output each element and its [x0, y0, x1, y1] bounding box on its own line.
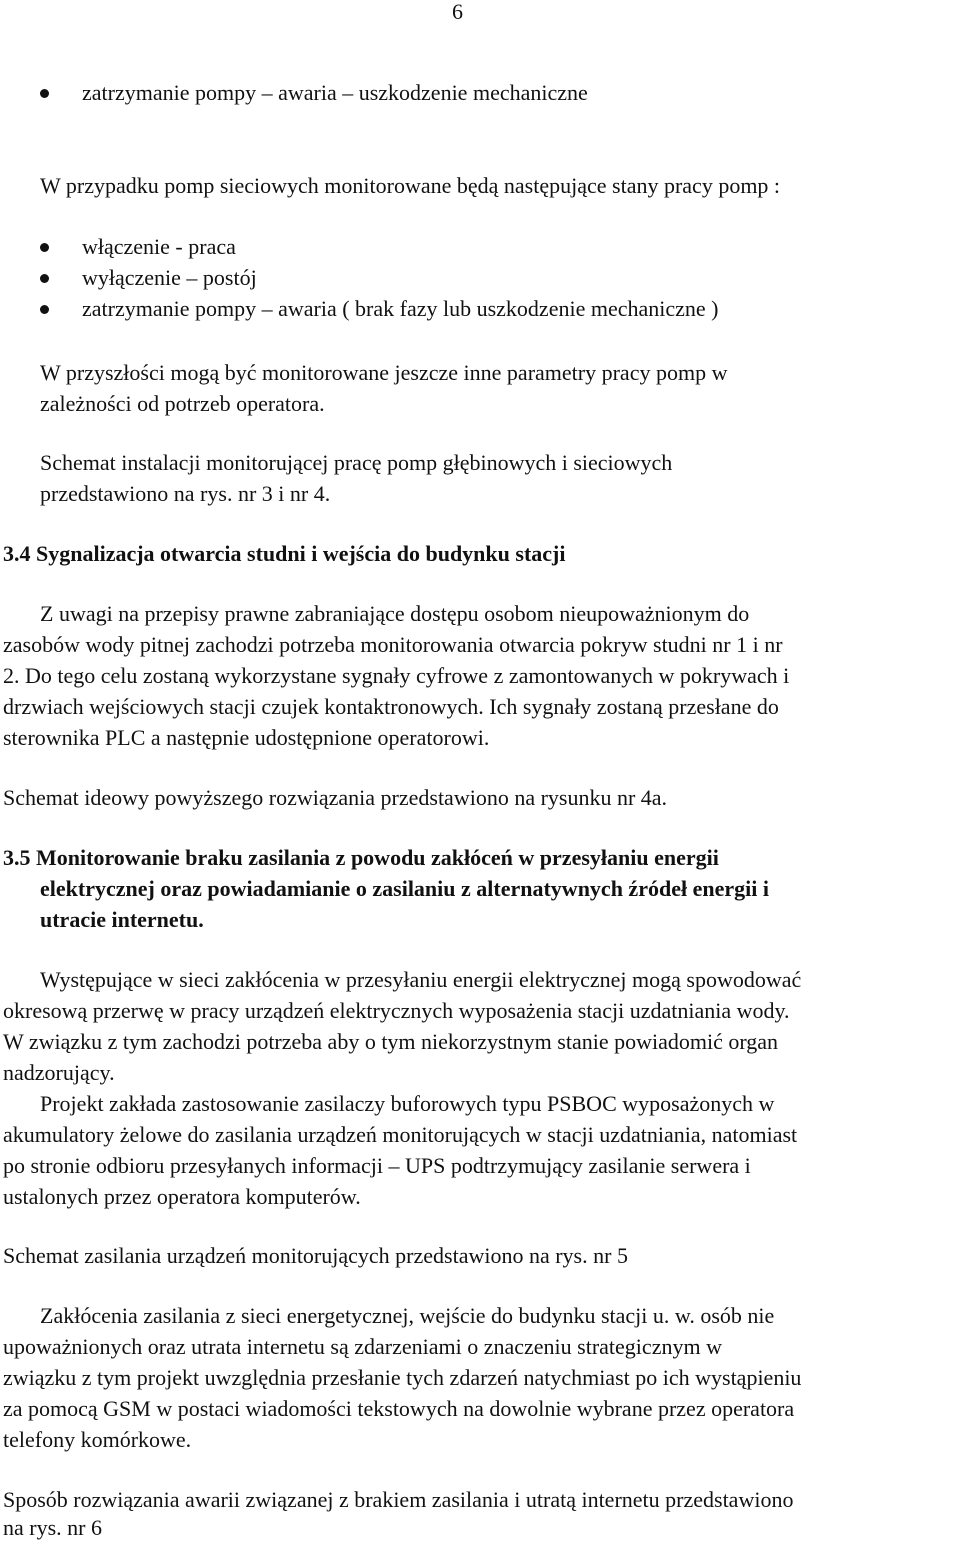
paragraph-line: Zakłócenia zasilania z sieci energetycznej, wejście do budynku stacji u. w. osób nie [40, 1303, 775, 1328]
paragraph-line: przedstawiono na rys. nr 3 i nr 4. [40, 481, 331, 506]
list-item: zatrzymanie pompy – awaria – uszkodzenie mechaniczne [82, 80, 588, 105]
page-number: 6 [452, 0, 463, 24]
bullet-icon [40, 243, 49, 252]
paragraph-line: ustalonych przez operatora komputerów. [3, 1184, 361, 1209]
paragraph-line: Występujące w sieci zakłócenia w przesyłaniu energii elektrycznej mogą spowodować [40, 967, 802, 992]
paragraph-line: Sposób rozwiązania awarii związanej z brakiem zasilania i utratą internetu przedstawiono [3, 1487, 794, 1512]
paragraph-line: na rys. nr 6 [3, 1515, 102, 1540]
list-item: wyłączenie – postój [82, 265, 257, 290]
paragraph-line: W przypadku pomp sieciowych monitorowane będą następujące stany pracy pomp : [40, 173, 781, 198]
paragraph-line: Schemat zasilania urządzeń monitorujących przedstawiono na rys. nr 5 [3, 1243, 628, 1268]
paragraph-line: Projekt zakłada zastosowanie zasilaczy buforowych typu PSBOC wyposażonych w [40, 1091, 775, 1116]
paragraph-line: Z uwagi na przepisy prawne zabraniające dostępu osobom nieupoważnionym do [40, 601, 750, 626]
section-heading: 3.5 Monitorowanie braku zasilania z powodu zakłóceń w przesyłaniu energii [3, 845, 719, 870]
paragraph-line: akumulatory żelowe do zasilania urządzeń monitorujących w stacji uzdatniania, natomiast [3, 1122, 798, 1147]
paragraph-line: W przyszłości mogą być monitorowane jeszcze inne parametry pracy pomp w [40, 360, 728, 385]
section-heading: elektrycznej oraz powiadamianie o zasilaniu z alternatywnych źródeł energii i [40, 876, 769, 901]
paragraph-line: upoważnionych oraz utrata internetu są zdarzeniami o znaczeniu strategicznym w [3, 1334, 722, 1359]
list-item: włączenie - praca [82, 234, 236, 259]
paragraph-line: drzwiach wejściowych stacji czujek kontaktronowych. Ich sygnały zostaną przesłane do [3, 694, 779, 719]
bullet-icon [40, 89, 49, 98]
section-heading: 3.4 Sygnalizacja otwarcia studni i wejścia do budynku stacji [3, 541, 566, 566]
paragraph-line: telefony komórkowe. [3, 1427, 192, 1452]
paragraph-line: nadzorujący. [3, 1060, 115, 1085]
paragraph-line: sterownika PLC a następnie udostępnione operatorowi. [3, 725, 490, 750]
paragraph-line: zasobów wody pitnej zachodzi potrzeba monitorowania otwarcia pokryw studni nr 1 i nr [3, 632, 783, 657]
paragraph-line: po stronie odbioru przesyłanych informacji – UPS podtrzymujący zasilanie serwera i [3, 1153, 751, 1178]
paragraph-line: Schemat instalacji monitorującej pracę pomp głębinowych i sieciowych [40, 450, 673, 475]
paragraph-line: zależności od potrzeb operatora. [40, 391, 325, 416]
paragraph-line: W związku z tym zachodzi potrzeba aby o tym niekorzystnym stanie powiadomić organ [3, 1029, 779, 1054]
bullet-icon [40, 274, 49, 283]
list-item: zatrzymanie pompy – awaria ( brak fazy lub uszkodzenie mechaniczne ) [82, 296, 719, 321]
paragraph-line: za pomocą GSM w postaci wiadomości tekstowych na dowolnie wybrane przez operatora [3, 1396, 795, 1421]
paragraph-line: związku z tym projekt uwzględnia przesłanie tych zdarzeń natychmiast po ich wystąpieniu [3, 1365, 802, 1390]
paragraph-line: okresową przerwę w pracy urządzeń elektrycznych wyposażenia stacji uzdatniania wody. [3, 998, 790, 1023]
bullet-icon [40, 305, 49, 314]
paragraph-line: Schemat ideowy powyższego rozwiązania przedstawiono na rysunku nr 4a. [3, 785, 668, 810]
paragraph-line: 2. Do tego celu zostaną wykorzystane sygnały cyfrowe z zamontowanych w pokrywach i [3, 663, 790, 688]
section-heading: utracie internetu. [40, 907, 204, 932]
